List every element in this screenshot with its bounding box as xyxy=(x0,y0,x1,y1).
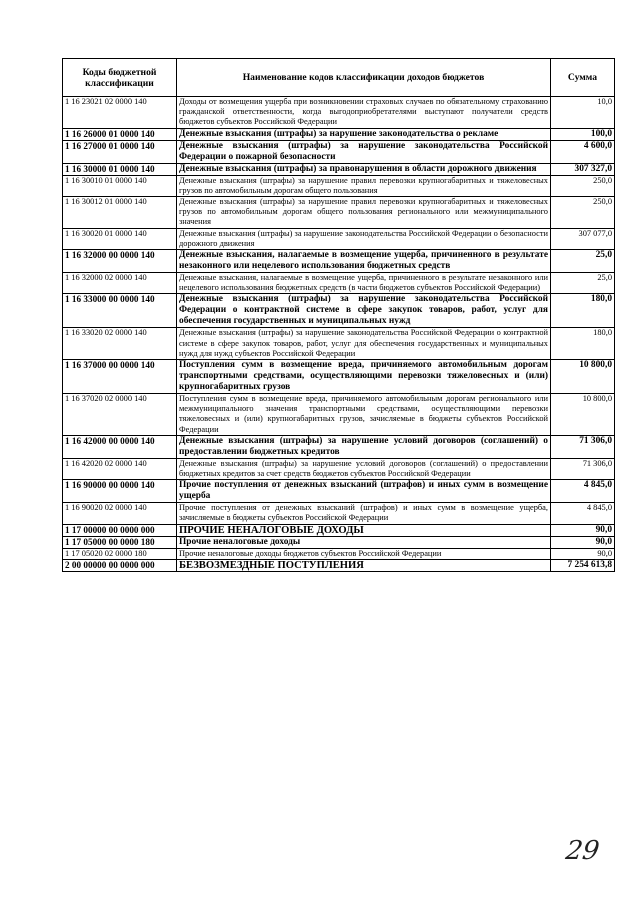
table-row xyxy=(63,458,615,479)
sum-cell: 307 327,0 xyxy=(551,163,615,175)
sum-cell: 4 845,0 xyxy=(551,503,615,524)
budget-revenue-table xyxy=(62,58,615,572)
name-cell: Поступления сумм в возмещение вреда, причиняемого автомобильным дорогам регионального или межмуниципального значения транспортными средствами, осуществляющими перевозки тяжеловесных и (или) крупногабаритных грузов, зачисляемые в бюджеты субъектов Российской Федерации xyxy=(177,394,551,436)
sum-cell: 10,0 xyxy=(551,97,615,129)
sum-cell: 250,0 xyxy=(551,175,615,196)
sum-cell: 25,0 xyxy=(551,273,615,294)
table-row xyxy=(63,163,615,175)
code-cell: 1 16 32000 00 0000 140 xyxy=(63,250,177,273)
sum-cell: 71 306,0 xyxy=(551,435,615,458)
code-cell: 1 16 27000 01 0000 140 xyxy=(63,140,177,163)
code-cell: 1 16 32000 02 0000 140 xyxy=(63,273,177,294)
code-cell: 1 16 23021 02 0000 140 xyxy=(63,97,177,129)
code-cell: 1 16 30012 01 0000 140 xyxy=(63,197,177,229)
sum-cell: 90,0 xyxy=(551,536,615,548)
sum-cell: 180,0 xyxy=(551,294,615,328)
name-cell: Доходы от возмещения ущерба при возникновении страховых случаев по обязательному страхованию гражданской ответственности, когда выгодоприобретателями выступают получатели средств бюджетов субъектов Российской Федерации xyxy=(177,97,551,129)
name-cell: ПРОЧИЕ НЕНАЛОГОВЫЕ ДОХОДЫ xyxy=(177,524,551,536)
table-row xyxy=(63,524,615,536)
sum-cell: 7 254 613,8 xyxy=(551,559,615,571)
code-cell: 1 16 30020 01 0000 140 xyxy=(63,228,177,249)
table-row xyxy=(63,480,615,503)
name-cell: Денежные взыскания (штрафы) за нарушение правил перевозки крупногабаритных и тяжеловесных грузов по автомобильным дорогам общего пользования регионального или межмуниципального значения xyxy=(177,197,551,229)
table-row xyxy=(63,128,615,140)
handwritten-page-number: 29 xyxy=(563,836,602,866)
sum-cell: 10 800,0 xyxy=(551,394,615,436)
table-row xyxy=(63,97,615,129)
table-row xyxy=(63,140,615,163)
table-row xyxy=(63,394,615,436)
name-cell: Денежные взыскания, налагаемые в возмещение ущерба, причиненного в результате незаконного или нецелевого использования бюджетных средств xyxy=(177,250,551,273)
sum-cell: 25,0 xyxy=(551,250,615,273)
table-row xyxy=(63,197,615,229)
header-sum: Сумма xyxy=(551,59,615,97)
code-cell: 1 17 00000 00 0000 000 xyxy=(63,524,177,536)
sum-cell: 4 845,0 xyxy=(551,480,615,503)
table-row xyxy=(63,536,615,548)
sum-cell: 180,0 xyxy=(551,328,615,360)
sum-cell: 90,0 xyxy=(551,524,615,536)
code-cell: 1 16 33000 00 0000 140 xyxy=(63,294,177,328)
code-cell: 1 16 30010 01 0000 140 xyxy=(63,175,177,196)
code-cell: 2 00 00000 00 0000 000 xyxy=(63,559,177,571)
header-codes: Коды бюджетной классификации xyxy=(63,59,177,97)
sum-cell: 100,0 xyxy=(551,128,615,140)
table-row xyxy=(63,328,615,360)
code-cell: 1 16 90020 02 0000 140 xyxy=(63,503,177,524)
code-cell: 1 16 30000 01 0000 140 xyxy=(63,163,177,175)
sum-cell: 250,0 xyxy=(551,197,615,229)
code-cell: 1 17 05000 00 0000 180 xyxy=(63,536,177,548)
code-cell: 1 16 42000 00 0000 140 xyxy=(63,435,177,458)
table-header-row xyxy=(63,59,615,97)
code-cell: 1 16 37020 02 0000 140 xyxy=(63,394,177,436)
code-cell: 1 16 33020 02 0000 140 xyxy=(63,328,177,360)
name-cell: Денежные взыскания (штрафы) за нарушение законодательства о рекламе xyxy=(177,128,551,140)
table-body xyxy=(63,97,615,572)
code-cell: 1 16 37000 00 0000 140 xyxy=(63,360,177,394)
code-cell: 1 16 42020 02 0000 140 xyxy=(63,458,177,479)
table-row xyxy=(63,435,615,458)
name-cell: Поступления сумм в возмещение вреда, причиняемого автомобильным дорогам транспортными средствами, осуществляющими перевозки тяжеловесных и (или) крупногабаритных грузов xyxy=(177,360,551,394)
name-cell: Денежные взыскания (штрафы) за нарушение законодательства Российской Федерации о контрактной системе в сфере закупок товаров, работ, услуг для обеспечения государственных и муниципальных нужд для нужд субъектов Российской Федерации xyxy=(177,328,551,360)
table-row xyxy=(63,175,615,196)
name-cell: Денежные взыскания (штрафы) за нарушение законодательства Российской Федерации о пожарной безопасности xyxy=(177,140,551,163)
sum-cell: 307 077,0 xyxy=(551,228,615,249)
table-row xyxy=(63,548,615,559)
code-cell: 1 16 90000 00 0000 140 xyxy=(63,480,177,503)
name-cell: Денежные взыскания (штрафы) за нарушение законодательства Российской Федерации о безопасности дорожного движения xyxy=(177,228,551,249)
name-cell: Прочие неналоговые доходы xyxy=(177,536,551,548)
name-cell: Денежные взыскания, налагаемые в возмещение ущерба, причиненного в результате незаконного или нецелевого использования бюджетных средств (в части бюджетов субъектов Российской Федерации) xyxy=(177,273,551,294)
table-row xyxy=(63,294,615,328)
table-row xyxy=(63,250,615,273)
name-cell: Денежные взыскания (штрафы) за нарушение условий договоров (соглашений) о предоставлении бюджетных кредитов за счет средств бюджетов субъектов Российской Федерации xyxy=(177,458,551,479)
name-cell: Прочие неналоговые доходы бюджетов субъектов Российской Федерации xyxy=(177,548,551,559)
name-cell: Прочие поступления от денежных взысканий (штрафов) и иных сумм в возмещение ущерба, зачисляемые в бюджеты субъектов Российской Федерации xyxy=(177,503,551,524)
name-cell: Прочие поступления от денежных взысканий (штрафов) и иных сумм в возмещение ущерба xyxy=(177,480,551,503)
name-cell: Денежные взыскания (штрафы) за нарушение правил перевозки крупногабаритных и тяжеловесных грузов по автомобильным дорогам общего пользования xyxy=(177,175,551,196)
sum-cell: 4 600,0 xyxy=(551,140,615,163)
header-names: Наименование кодов классификации доходов бюджетов xyxy=(177,59,551,97)
table-row xyxy=(63,559,615,571)
name-cell: Денежные взыскания (штрафы) за правонарушения в области дорожного движения xyxy=(177,163,551,175)
table-row xyxy=(63,228,615,249)
code-cell: 1 17 05020 02 0000 180 xyxy=(63,548,177,559)
sum-cell: 71 306,0 xyxy=(551,458,615,479)
sum-cell: 10 800,0 xyxy=(551,360,615,394)
name-cell: Денежные взыскания (штрафы) за нарушение законодательства Российской Федерации о контрактной системе в сфере закупок товаров, работ, услуг для обеспечения государственных и муниципальных нужд xyxy=(177,294,551,328)
table-row xyxy=(63,503,615,524)
sum-cell: 90,0 xyxy=(551,548,615,559)
code-cell: 1 16 26000 01 0000 140 xyxy=(63,128,177,140)
name-cell: БЕЗВОЗМЕЗДНЫЕ ПОСТУПЛЕНИЯ xyxy=(177,559,551,571)
name-cell: Денежные взыскания (штрафы) за нарушение условий договоров (соглашений) о предоставлении бюджетных кредитов xyxy=(177,435,551,458)
table-row xyxy=(63,360,615,394)
table-row xyxy=(63,273,615,294)
